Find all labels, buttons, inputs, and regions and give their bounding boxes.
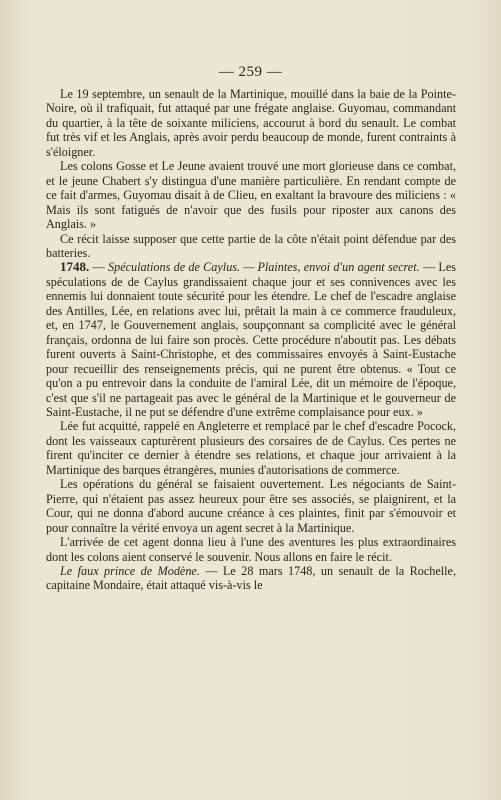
body-text xyxy=(46,87,456,593)
paragraph-text: Ce récit laisse supposer que cette partie de la côte n'était point défendue par des batteries. xyxy=(46,231,456,260)
paragraph-text: Les opérations du général se faisaient ouvertement. Les négociants de Saint-Pierre, qui n'étaient pas assez heureux pour être ses associés, se plaignirent, et la Cour, qui ne donna d'abord aucune créance à ces plaintes, finit par s'émouvoir et pour connaître la vérité envoya un agent secret à la Martinique. xyxy=(46,477,456,535)
section-title: Le faux prince de Modène. xyxy=(60,563,200,578)
paragraph-text: Les colons Gosse et Le Jeune avaient trouvé une mort glorieuse dans ce combat, et le jeune Chabert s'y distingua d'une manière particulière. En rendant compte de ce fait d'armes, Guyomau disait à de Clieu, en exaltant la bravoure des miliciens : « Mais ils sont fatigués de n'avoir que des fusils pour riposter aux canons des Anglais. » xyxy=(46,159,456,232)
paragraph-text: L'arrivée de cet agent donna lieu à l'une des aventures les plus extraordinaires dont les colons aient conservé le souvenir. Nous allons en faire le récit. xyxy=(46,535,456,564)
paragraph xyxy=(46,159,456,231)
section-year: 1748. xyxy=(60,259,90,275)
paragraph-text: — Le 28 mars 1748, un senault de la Rochelle, capitaine Mondaire, était attaqué vis-à-vis le xyxy=(46,563,457,593)
paragraph xyxy=(46,419,456,477)
page-number: — 259 — xyxy=(218,64,283,80)
paragraph xyxy=(46,535,456,564)
paragraph-text: Le 19 septembre, un senault de la Martinique, mouillé dans la baie de la Pointe-Noire, où il trafiquait, fut attaqué par une frégate anglaise. Guyomau, commandant du quartier, à la tête de soixante miliciens, accourut à bord du senault. Le combat fut très vif et les Anglais, après avoir perdu beaucoup de monde, furent contraints à s'éloigner. xyxy=(46,87,456,159)
paragraph xyxy=(46,87,456,159)
paragraph-text: Lée fut acquitté, rappelé en Angleterre et remplacé par le chef d'escadre Pocock, dont les vaisseaux capturèrent plusieurs des corsaires de de Caylus. Ces pertes ne firent qu'inciter ce dernier à étendre ses relations, et chaque jour arrivaient à la Martinique des barques étrangères, munies d'autorisations de commerce. xyxy=(46,419,456,477)
paragraph xyxy=(46,232,456,261)
paragraph-text: — Les spéculations de de Caylus grandissaient chaque jour et ses connivences avec les ennemis lui donnaient toute sécurité pour les étendre. Le chef de l'escadre anglaise des Antilles, Lée, en relations avec lui, prêtait la main à ce commerce frauduleux, et, en 1747, le Gouvernement anglais, soupçonnant sa complicité avec le général français, ordonna de lui faire son procès. Cette procédure n'aboutit pas. Les débats furent ouverts à Saint-Christophe, et des commissaires envoyés à Saint-Eustache pour recueillir des renseignements précis, qui ne purent être obtenus. « Tout ce qu'on a pu entrevoir dans la conduite de l'amiral Lée, dit un mémoire de l'époque, c'est que s'il ne partageait pas avec le général de la Martinique et le gouverneur de Saint-Eustache, il ne put se défendre d'une extrême complaisance pour eux. » xyxy=(46,260,457,419)
paragraph: 1748. — Spéculations de de Caylus. — Plaintes, envoi d'un agent secret. — Les spéculations de de Caylus grandissaient chaque jour et ses connivences avec les ennemis lui donnaient toute sécurité pour les étendre. Le chef de l'escadre anglaise des Antilles, Lée, en relations avec lui, prêtait la main à ce commerce frauduleux, et, en 1747, le Gouvernement anglais, soupçonnant sa complicité avec le général français, ordonna de lui faire son procès. Cette procédure n'aboutit pas. Les débats furent ouverts à Saint-Christophe, et des commissaires envoyés à Saint-Eustache pour recueillir des renseignements précis, qui ne purent être obtenus. « Tout ce qu'on a pu entrevoir dans la conduite de l'amiral Lée, dit un mémoire de l'époque, c'est que s'il ne partageait pas avec le général de la Martinique et le gouverneur de Saint-Eustache, il ne put se défendre d'une extrême complaisance pour eux. » xyxy=(46,259,457,419)
paragraph xyxy=(46,477,456,535)
paragraph xyxy=(46,564,456,593)
section-title: Spéculations de de Caylus. — Plaintes, envoi d'un agent secret. xyxy=(108,260,420,275)
